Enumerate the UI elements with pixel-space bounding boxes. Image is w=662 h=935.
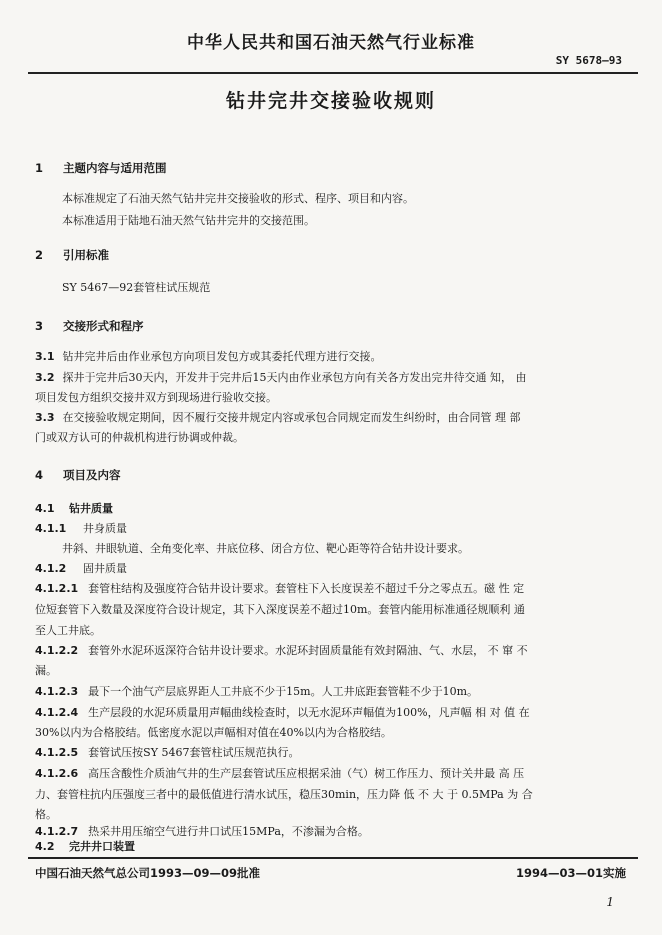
clause-4-2-heading xyxy=(35,838,135,854)
standard-category-title: 中华人民共和国石油天然气行业标准 xyxy=(187,33,475,53)
section-3-heading xyxy=(35,318,144,334)
clause-text-continued: 至人工井底。 xyxy=(35,624,101,637)
clause-number: 4.1.2 xyxy=(35,562,67,575)
clause-text: 钻井完井后由作业承包方向项目发包方或其委托代理方进行交接。 xyxy=(62,350,382,363)
clause-text-continued: 漏。 xyxy=(35,664,57,677)
page-number: 1 xyxy=(606,895,614,909)
clause-text-continued: 30%以内为合格胶结。低密度水泥以声幅相对值在40%以内为合格胶结。 xyxy=(35,726,392,739)
clause-text: 井斜、井眼轨道、全角变化率、井底位移、闭合方位、靶心距等符合钻井设计要求。 xyxy=(62,542,469,555)
clause-number: 3.3 xyxy=(35,411,55,424)
clause-text: 套管外水泥环返深符合钻井设计要求。水泥环封固质量能有效封隔油、气、水层， 不 窜 不 xyxy=(88,644,528,657)
clause-number: 4.1.2.5 xyxy=(35,746,79,759)
clause-title: 井身质量 xyxy=(83,522,127,535)
standard-number: SY 5678—93 xyxy=(555,54,622,67)
clause-4-1-2-5 xyxy=(35,744,299,760)
section-number: 4 xyxy=(35,468,44,482)
clause-text-continued: 力、套管柱抗内压强度三者中的最低值进行清水试压，稳压30min，压力降 低 不 大 于 0.5MPa 为 合 xyxy=(35,788,533,801)
clause-text: 在交接验收规定期间，因不履行交接井规定内容或承包合同规定而发生纠纷时，由合同管 理 部 xyxy=(62,411,521,424)
clause-title: 固井质量 xyxy=(83,562,127,575)
clause-4-1-2-2 xyxy=(35,642,528,658)
section-number: 2 xyxy=(35,248,44,262)
document-title: 钻井完井交接验收规则 xyxy=(225,90,436,112)
header-divider xyxy=(28,72,638,74)
clause-text-continued: 门或双方认可的仲裁机构进行协调或仲裁。 xyxy=(35,431,244,444)
clause-text: 生产层段的水泥环质量用声幅曲线检查时，以无水泥环声幅值为100%，凡声幅 相 对 值 在 xyxy=(88,706,530,719)
clause-text: 探井于完井后30天内，开发井于完井后15天内由作业承包方向有关各方发出完井待交通 知， 由 xyxy=(62,371,527,384)
clause-text-continued: 格。 xyxy=(35,808,57,821)
clause-4-1-2-6 xyxy=(35,765,524,781)
clause-title: 完井井口装置 xyxy=(69,840,135,853)
clause-number: 4.1.1 xyxy=(35,522,67,535)
clause-number: 4.1 xyxy=(35,502,55,515)
footer-divider xyxy=(28,857,638,859)
clause-4-1-2-7 xyxy=(35,823,369,839)
clause-text: 高压含酸性介质油气井的生产层套管试压应根据采油（气）树工作压力、预计关井最 高 压 xyxy=(88,767,525,780)
clause-4-1-1-heading xyxy=(35,520,127,536)
paragraph: 本标准适用于陆地石油天然气钻井完井的交接范围。 xyxy=(62,214,315,227)
clause-3-1 xyxy=(35,348,382,364)
clause-4-1-2-3 xyxy=(35,683,478,699)
section-2-heading xyxy=(35,247,109,263)
clause-text-continued: 位短套管下入数量及深度符合设计规定，其下入深度误差不超过10m。套管内能用标准通径规顺利 通 xyxy=(35,603,525,616)
clause-3-2 xyxy=(35,369,526,385)
clause-text: 热采井用压缩空气进行井口试压15MPa，不渗漏为合格。 xyxy=(88,825,369,838)
section-number: 1 xyxy=(35,161,44,175)
section-title: 交接形式和程序 xyxy=(63,319,144,333)
section-title: 项目及内容 xyxy=(63,468,121,482)
clause-number: 4.1.2.3 xyxy=(35,685,79,698)
clause-number: 4.1.2.1 xyxy=(35,582,79,595)
section-title: 主题内容与适用范围 xyxy=(63,161,167,175)
clause-number: 4.1.2.7 xyxy=(35,825,79,838)
section-1-heading xyxy=(35,160,167,176)
approval-statement: 中国石油天然气总公司1993—09—09批准 xyxy=(35,866,261,880)
referenced-standard: SY 5467—92套管柱试压规范 xyxy=(62,281,211,294)
clause-4-1-2-heading xyxy=(35,560,127,576)
clause-4-1-2-1 xyxy=(35,580,524,596)
clause-3-3 xyxy=(35,409,521,425)
clause-number: 4.1.2.6 xyxy=(35,767,79,780)
clause-number: 3.2 xyxy=(35,371,55,384)
clause-text: 最下一个油气产层底界距人工井底不少于15m。人工井底距套管鞋不少于10m。 xyxy=(88,685,479,698)
implementation-date: 1994—03—01实施 xyxy=(515,866,626,880)
clause-title: 钻井质量 xyxy=(69,502,113,515)
clause-4-1-heading xyxy=(35,500,113,516)
section-number: 3 xyxy=(35,319,44,333)
clause-number: 3.1 xyxy=(35,350,55,363)
clause-number: 4.2 xyxy=(35,840,55,853)
clause-number: 4.1.2.2 xyxy=(35,644,79,657)
clause-number: 4.1.2.4 xyxy=(35,706,79,719)
clause-4-1-2-4 xyxy=(35,704,530,720)
clause-text: 套管柱结构及强度符合钻井设计要求。套管柱下入长度误差不超过千分之零点五。磁 性 定 xyxy=(88,582,525,595)
clause-text: 套管试压按SY 5467套管柱试压规范执行。 xyxy=(88,746,300,759)
section-4-heading xyxy=(35,467,121,483)
clause-text-continued: 项目发包方组织交接井双方到现场进行验收交接。 xyxy=(35,391,277,404)
section-title: 引用标准 xyxy=(63,248,109,262)
paragraph: 本标准规定了石油天然气钻井完井交接验收的形式、程序、项目和内容。 xyxy=(62,192,414,205)
